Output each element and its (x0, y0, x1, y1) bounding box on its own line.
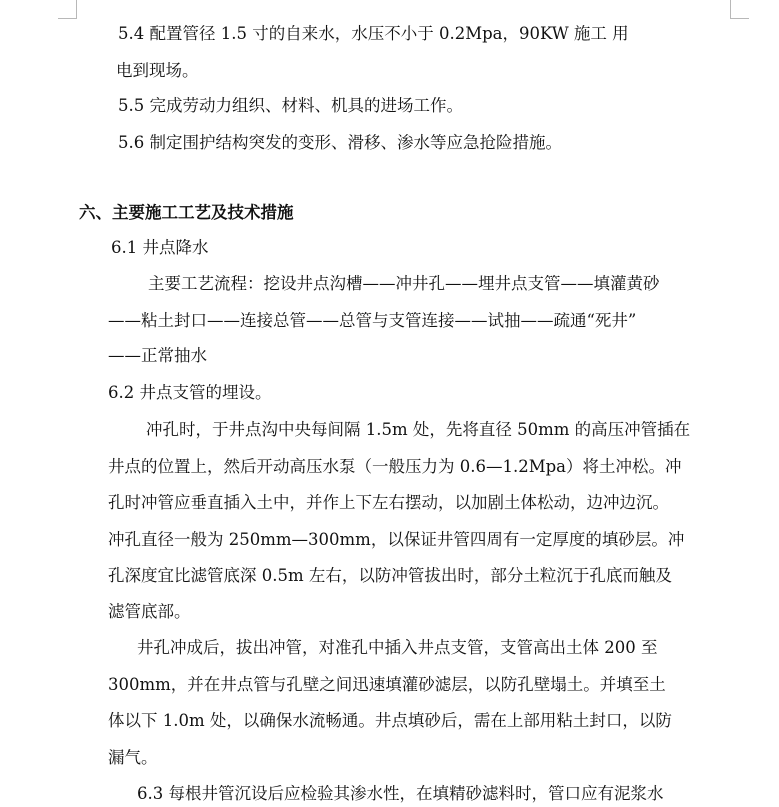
text-line: 孔深度宜比滤管底深 0.5m 左右，以防冲管拔出时，部分土粒沉于孔底而触及 (108, 566, 672, 585)
page-crop-mark-top-left (58, 0, 77, 19)
text-line: 300mm，并在井点管与孔壁之间迅速填灌砂滤层，以防孔壁塌土。并填至土 (108, 675, 666, 694)
text-line: 5.6 制定围护结构突发的变形、滑移、渗水等应急抢险措施。 (118, 133, 562, 152)
text-line: ——粘土封口——连接总管——总管与支管连接——试抽——疏通“死井” (108, 311, 637, 330)
text-line: 5.5 完成劳动力组织、材料、机具的进场工作。 (118, 96, 463, 115)
text-line: 5.4 配置管径 1.5 寸的自来水，水压不小于 0.2Mpa，90KW 施工 用 (118, 24, 629, 43)
text-line: 电到现场。 (116, 61, 199, 80)
text-line: 滤管底部。 (108, 602, 191, 621)
text-line: 6.3 每根井管沉设后应检验其渗水性，在填精砂滤料时，管口应有泥浆水 (137, 784, 664, 803)
text-line: ——正常抽水 (108, 346, 207, 365)
subsection-heading: 6.2 井点支管的埋设。 (108, 383, 272, 402)
text-line: 漏气。 (108, 748, 158, 767)
text-line: 井孔冲成后，拔出冲管，对准孔中插入井点支管，支管高出土体 200 至 (137, 638, 658, 657)
section-heading: 六、主要施工工艺及技术措施 (79, 203, 294, 222)
text-line: 体以下 1.0m 处，以确保水流畅通。井点填砂后，需在上部用粘土封口，以防 (108, 711, 672, 730)
page-crop-mark-top-right (730, 0, 749, 19)
subsection-heading: 6.1 井点降水 (111, 238, 209, 257)
text-line: 冲孔直径一般为 250mm—300mm，以保证井管四周有一定厚度的填砂层。冲 (108, 530, 685, 549)
text-line: 孔时冲管应垂直插入土中，并作上下左右摆动，以加剧土体松动，边冲边沉。 (108, 493, 669, 512)
text-line: 冲孔时，于井点沟中央每间隔 1.5m 处，先将直径 50mm 的高压冲管插在 (146, 420, 691, 439)
text-line: 主要工艺流程：挖设井点沟槽——冲井孔——埋井点支管——填灌黄砂 (148, 274, 660, 293)
text-line: 井点的位置上，然后开动高压水泵（一般压力为 0.6—1.2Mpa）将土冲松。冲 (108, 457, 682, 476)
